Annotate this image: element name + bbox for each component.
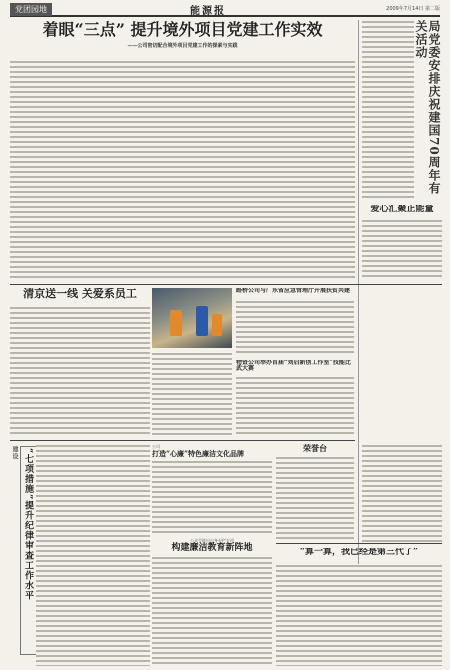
paper-name: 能源报 — [190, 6, 226, 17]
third-gen-article — [276, 548, 442, 666]
honor-article — [276, 444, 354, 540]
lead-title: 着眼“三点” 提升境外项目党建工作实效 — [42, 20, 323, 39]
anti-article — [152, 538, 272, 666]
culture-label: 公司 — [152, 444, 160, 449]
page-header — [10, 3, 440, 17]
right-body — [362, 20, 414, 198]
worker-photo — [152, 288, 232, 348]
anti-label: 公众号推出自身专栏专项 — [190, 538, 234, 543]
lead-article — [10, 20, 355, 280]
lead-body — [10, 60, 355, 278]
section-tag: 党团园地 — [10, 3, 52, 16]
issue-date: 2009年7月14日 第二版 — [386, 6, 440, 12]
honor-title: 荣誉台 — [303, 444, 327, 453]
right-banner-title: 局党委安排庆祝建国70周年有关活动 — [414, 20, 441, 195]
culture-article — [152, 444, 272, 534]
lead-subtitle: ——公司密切配合境外项目党建工作的探索与实践 — [127, 42, 238, 49]
road-article — [236, 288, 354, 356]
anti-title: 构建廉洁教育新阵地 — [171, 543, 253, 553]
qingxi-title: 清京送一线 关爱系员工 — [23, 288, 137, 300]
love-title: 爱心汇聚正能量 — [370, 205, 434, 214]
love-article — [362, 205, 442, 280]
material-article — [236, 360, 354, 436]
seven-measures-article — [10, 444, 150, 666]
material-title: 物资公司举办首届“刘启新创工作室”技能比武大赛 — [236, 360, 351, 373]
right-column-top — [362, 20, 442, 200]
third-gen-title: “算一算，我已经是第三代了” — [299, 548, 419, 557]
qingxi-article — [10, 288, 150, 436]
seven-title: “七项措施”提升纪律审查工作水平 — [20, 446, 37, 655]
road-title: 路桥公司与广东省应急管理厅开展扶贫共建 — [236, 288, 351, 294]
seven-label: 建设 — [11, 446, 18, 460]
culture-title: 打造“心廉”特色廉洁文化品牌 — [152, 449, 245, 458]
